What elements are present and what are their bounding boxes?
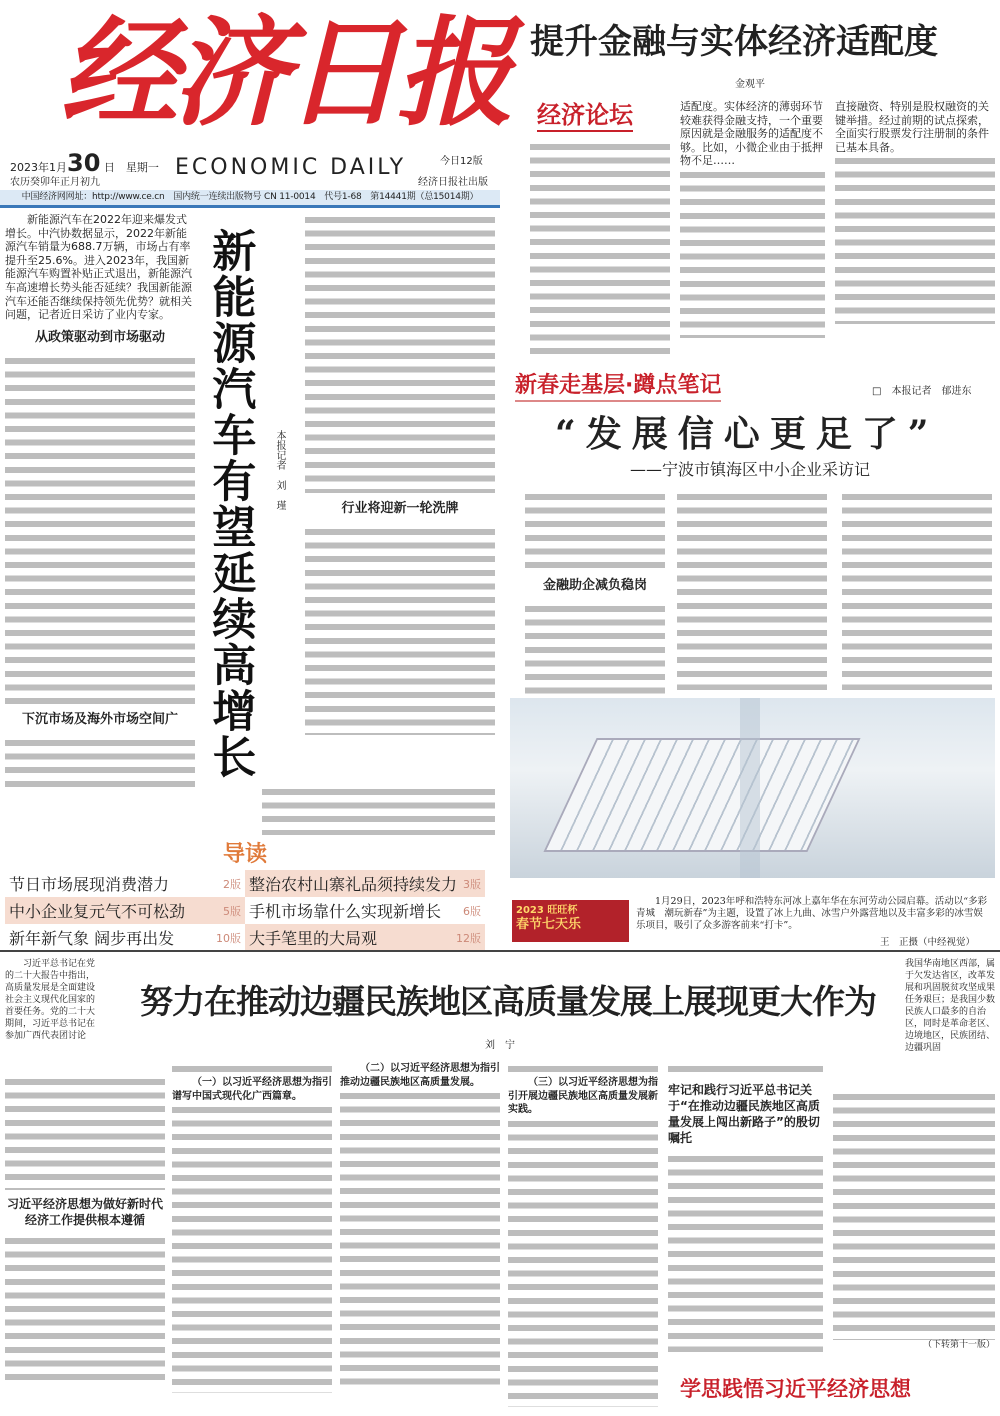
nev-headline: 新能源汽车有望延续高增长 [204,228,256,780]
section-divider [0,950,1000,952]
info-bar: 中国经济网网址：http://www.ce.cn 国内统一连续出版物号 CN 11-0014 代号1-68 第14441期（总15014期） [0,190,500,208]
promo-badge[interactable]: 2023 旺旺杯 春节七天乐 [512,900,629,942]
guide-title: 导读 [222,842,267,867]
nev-byline: 本报记者 刘 瑾 [274,430,285,510]
page-count: 今日12版 [440,156,483,167]
forum-text-col3: 直接融资、特别是股权融资的关键举措。经过前期的试点探索，全面实行股票发行注册制的条件已基本具备。 [835,100,995,324]
guide-item[interactable]: 大手笔里的大局观 12版 [245,924,485,951]
border-text-col4: （三）以习近平经济思想为指引开展边疆民族地区高质量发展新实践。 [508,1062,658,1407]
guide-item[interactable]: 整治农村山寨礼品须持续发力 3版 [245,870,485,897]
forum-column-tag: 经济论坛 [537,100,633,132]
publisher: 经济日报社出版 [418,177,488,188]
border-text-col2: （一）以习近平经济思想为指引谱写中国式现代化广西篇章。 [172,1062,332,1393]
forum-author: 金观平 [735,79,765,90]
border-intro-right: 我国华南地区西部，属于欠发达省区，改革发展和巩固脱贫攻坚成果任务艰巨；是我国少数民族人口最多的自治区，同时是革命老区、边境地区，民族团结、边疆巩固 [905,959,996,1053]
border-intro-left: 习近平总书记在党的二十大报告中指出，高质量发展是全面建设社会主义现代化国家的首要任务。党的二十大期间，习近平总书记在参加广西代表团讨论 [5,959,96,1041]
nev-text-col2: 行业将迎新一轮洗牌 [305,213,495,735]
forum-headline: 提升金融与实体经济适配度 [530,22,938,62]
photo-caption: 1月29日，2023年呼和浩特东河冰上嘉年华在东河劳动公园启幕。活动以“多彩青城 潮玩新春”为主题，设置了冰上九曲、冰雪户外露营地以及丰富多彩的冰雪娱乐项目，吸引了众多游客前来“打卡”。 [636,896,988,931]
spring-text-col1: 金融助企减负稳岗 [525,490,665,697]
forum-text-col2: 适配度。实体经济的薄弱环节较难获得金融支持，一个重要原因就是金融服务的适配度不够。比如，小微企业由于抵押物不足…… [680,100,825,338]
guide-box [5,840,485,951]
spring-text-col2 [677,490,827,690]
border-text-col1: 习近平经济思想为做好新时代经济工作提供根本遵循 [5,1075,165,1384]
border-column-tag: 学思践悟习近平经济思想 [680,1377,911,1401]
border-headline: 努力在推动边疆民族地区高质量发展上展现更大作为 [140,982,876,1021]
forum-text-col1 [530,140,670,355]
guide-item[interactable]: 中小企业复元气不可松劲 5版 [5,897,245,924]
nev-text-col1: 新能源汽车在2022年迎来爆发式增长。中汽协数据显示，2022年新能源汽车销量为688.7万辆，市场占有率提升至25.6%。进入2023年，我国新能源汽车购置补贴正式退出，新能源汽车高速增长势头能否延续？我国新能源汽车还能否继续保持领先优势？就相关问题，记者近日采访了业内专家。 从政策驱动到市场驱动 下沉市场及海外市场空间广 [5,213,195,791]
spring-column-tag: 新春走基层·蹲点笔记 [515,372,721,402]
guide-item[interactable]: 节日市场展现消费潜力 2版 [9,875,241,894]
ice-festival-photo [510,698,995,878]
date: 2023年1月30 日 星期一 [10,149,159,177]
guide-item[interactable]: 手机市场靠什么实现新增长 6版 [249,902,481,921]
border-text-col3: （二）以习近平经济思想为指引推动边疆民族地区高质量发展。 [340,1062,500,1389]
lunar-date: 农历癸卯年正月初九 [10,177,100,188]
spring-byline: □ 本报记者 郁进东 [872,386,972,397]
spring-text-col3 [842,490,992,690]
spring-headline: “发展信心更足了” [555,413,939,455]
border-text-col6: （下转第十一版） [833,1090,995,1351]
newspaper-logo: 经济日报 [60,3,509,142]
spring-subhead: ——宁波市镇海区中小企业采访记 [630,460,871,479]
guide-item[interactable]: 新年新气象 阔步再出发 10版 [9,929,241,948]
photo-credit: 王 正摄（中经视觉） [880,937,976,948]
border-text-col5: 牢记和践行习近平总书记关于“在推动边疆民族地区高质量发展上闯出新路子”的殷切嘱托 [668,1062,823,1352]
border-author: 刘 宁 [485,1040,515,1051]
english-name: ECONOMIC DAILY [175,155,407,180]
nev-text-tail [262,785,495,835]
